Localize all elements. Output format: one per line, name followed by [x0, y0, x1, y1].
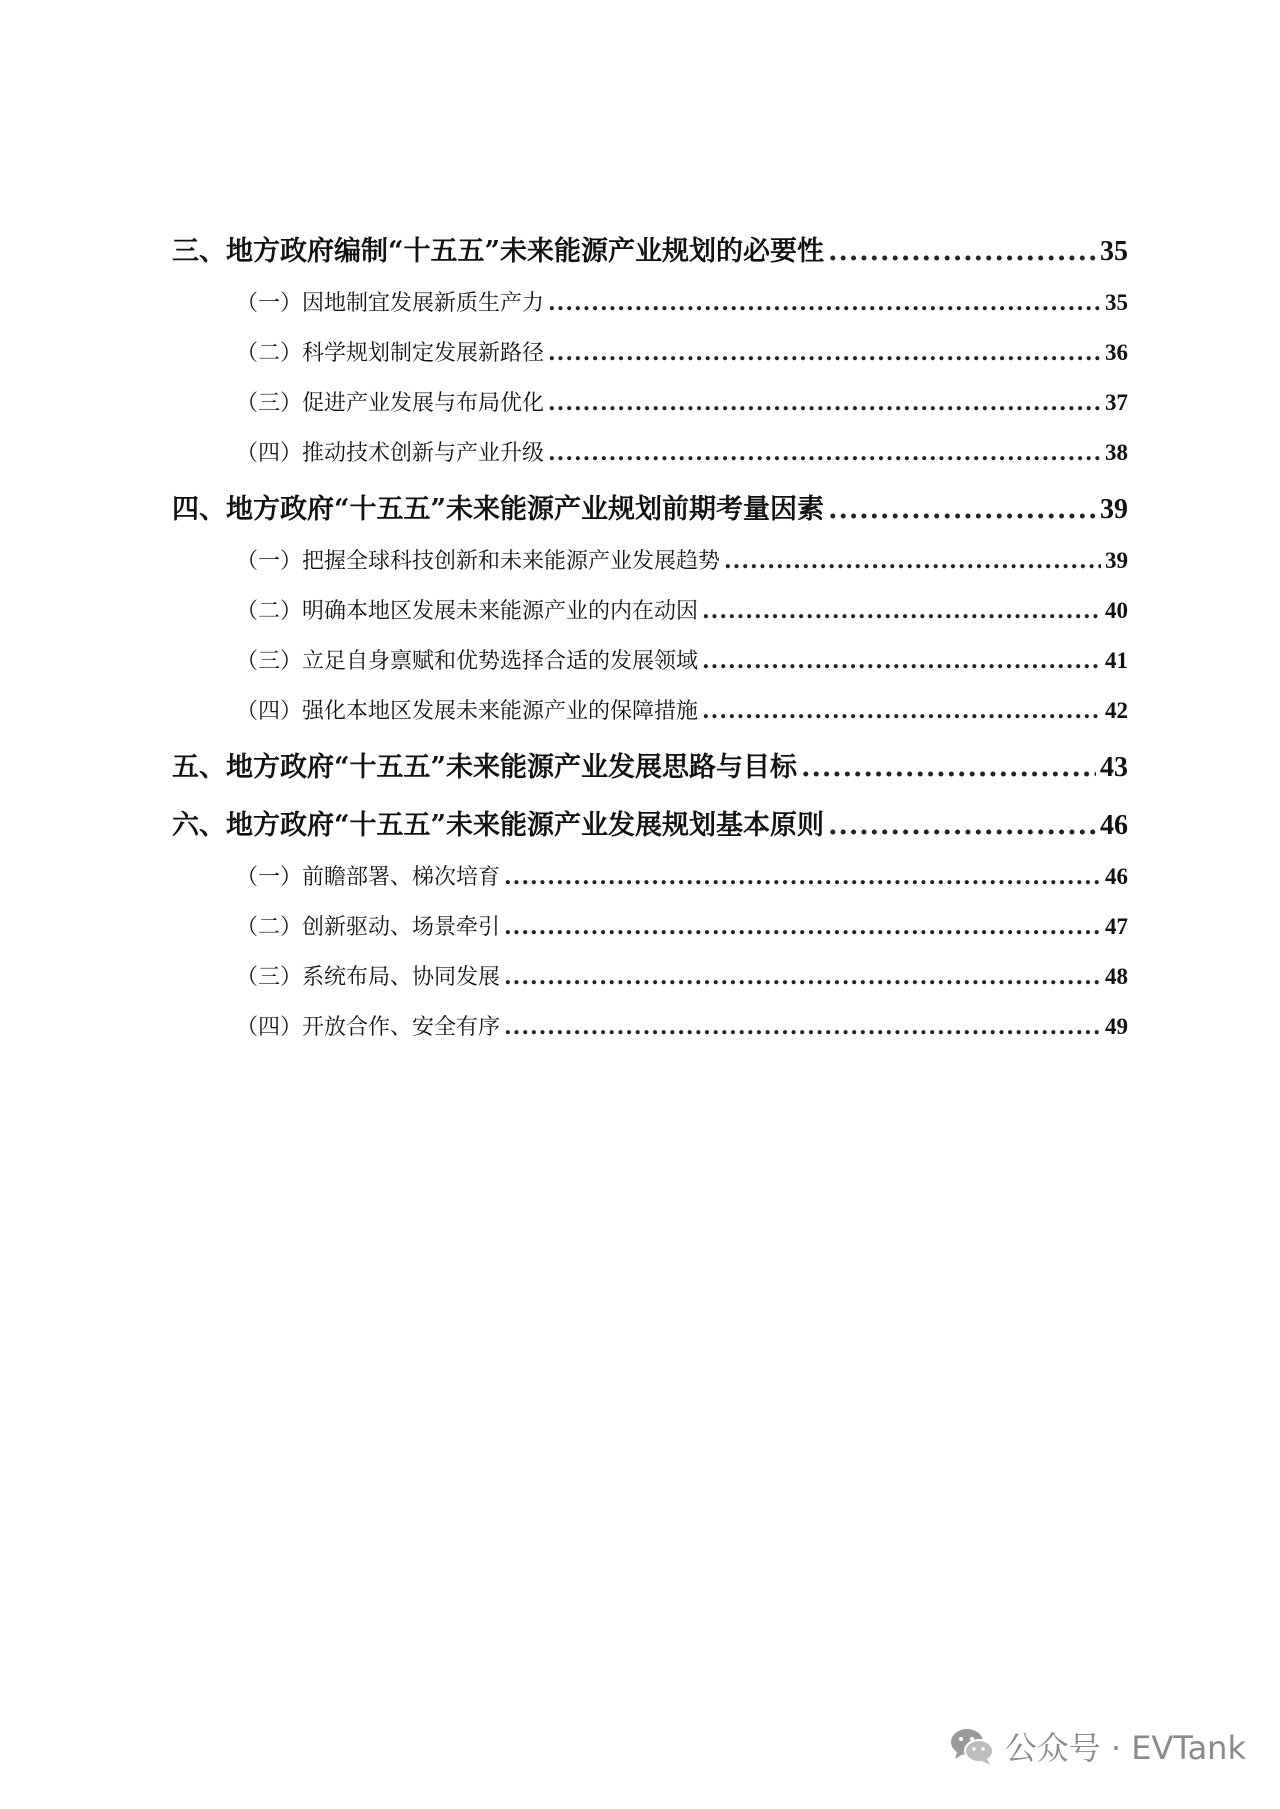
toc-entry[interactable]	[172, 1002, 1128, 1052]
toc-leader-dots	[702, 586, 1101, 636]
toc-entry[interactable]	[172, 278, 1128, 328]
toc-entry-label: 六、地方政府“十五五”未来能源产业发展规划基本原则	[172, 810, 825, 841]
table-of-contents	[172, 220, 1128, 1052]
toc-entry[interactable]	[172, 902, 1128, 952]
toc-entry-label: 三、地方政府编制“十五五”未来能源产业规划的必要性	[172, 236, 825, 267]
toc-leader-dots	[504, 1002, 1101, 1052]
toc-leader-dots	[724, 536, 1101, 586]
toc-leader-dots	[548, 378, 1101, 428]
watermark-text: 公众号 · EVTank	[1004, 1729, 1246, 1767]
toc-leader-dots	[504, 852, 1101, 902]
toc-leader-dots	[548, 278, 1101, 328]
toc-entry-label: （四）强化本地区发展未来能源产业的保障措施	[236, 699, 699, 724]
toc-entry-page: 43	[1100, 752, 1128, 783]
toc-entry-page: 39	[1100, 494, 1128, 525]
toc-entry-page: 49	[1105, 1014, 1128, 1039]
toc-entry[interactable]	[172, 800, 1128, 852]
toc-entry-page: 37	[1105, 390, 1128, 415]
toc-entry-page: 38	[1105, 440, 1128, 465]
toc-entry-label: （三）系统布局、协同发展	[236, 965, 501, 990]
toc-entry-page: 39	[1105, 548, 1128, 573]
toc-entry-label: （二）创新驱动、场景牵引	[236, 915, 501, 940]
toc-entry-label: （四）开放合作、安全有序	[236, 1015, 501, 1040]
toc-entry-page: 48	[1105, 964, 1128, 989]
toc-entry-page: 35	[1100, 236, 1128, 267]
toc-entry-page: 46	[1105, 864, 1128, 889]
toc-leader-dots	[548, 428, 1101, 478]
toc-entry-page: 40	[1105, 598, 1128, 623]
toc-entry[interactable]	[172, 852, 1128, 902]
toc-entry-page: 46	[1100, 810, 1128, 841]
toc-leader-dots	[702, 636, 1101, 686]
toc-leader-dots	[828, 800, 1096, 852]
toc-entry[interactable]	[172, 742, 1128, 794]
toc-entry[interactable]	[172, 428, 1128, 478]
toc-entry-label: （三）促进产业发展与布局优化	[236, 391, 545, 416]
toc-entry[interactable]	[172, 952, 1128, 1002]
toc-entry-page: 36	[1105, 340, 1128, 365]
toc-entry[interactable]	[172, 536, 1128, 586]
toc-leader-dots	[828, 226, 1096, 278]
toc-entry-label: （二）科学规划制定发展新路径	[236, 341, 545, 366]
toc-entry[interactable]	[172, 686, 1128, 736]
toc-entry-label: （四）推动技术创新与产业升级	[236, 441, 545, 466]
toc-entry-label: （一）因地制宜发展新质生产力	[236, 291, 545, 316]
toc-entry[interactable]	[172, 636, 1128, 686]
toc-entry-label: （一）前瞻部署、梯次培育	[236, 865, 501, 890]
toc-leader-dots	[828, 484, 1096, 536]
toc-entry-page: 42	[1105, 698, 1128, 723]
toc-leader-dots	[801, 742, 1096, 794]
toc-entry[interactable]	[172, 328, 1128, 378]
toc-entry-label: （一）把握全球科技创新和未来能源产业发展趋势	[236, 549, 721, 574]
wechat-icon	[949, 1726, 995, 1766]
toc-entry[interactable]	[172, 484, 1128, 536]
toc-entry-label: 五、地方政府“十五五”未来能源产业发展思路与目标	[172, 752, 798, 783]
toc-entry-label: （三）立足自身禀赋和优势选择合适的发展领域	[236, 649, 699, 674]
wechat-watermark	[949, 1723, 1246, 1769]
toc-entry[interactable]	[172, 226, 1128, 278]
toc-entry-label: （二）明确本地区发展未来能源产业的内在动因	[236, 599, 699, 624]
toc-leader-dots	[702, 686, 1101, 736]
toc-entry-page: 47	[1105, 914, 1128, 939]
toc-entry[interactable]	[172, 378, 1128, 428]
toc-entry-label: 四、地方政府“十五五”未来能源产业规划前期考量因素	[172, 494, 825, 525]
toc-leader-dots	[548, 328, 1101, 378]
toc-entry[interactable]	[172, 586, 1128, 636]
toc-leader-dots	[504, 952, 1101, 1002]
toc-entry-page: 35	[1105, 290, 1128, 315]
toc-entry-page: 41	[1105, 648, 1128, 673]
toc-leader-dots	[504, 902, 1101, 952]
